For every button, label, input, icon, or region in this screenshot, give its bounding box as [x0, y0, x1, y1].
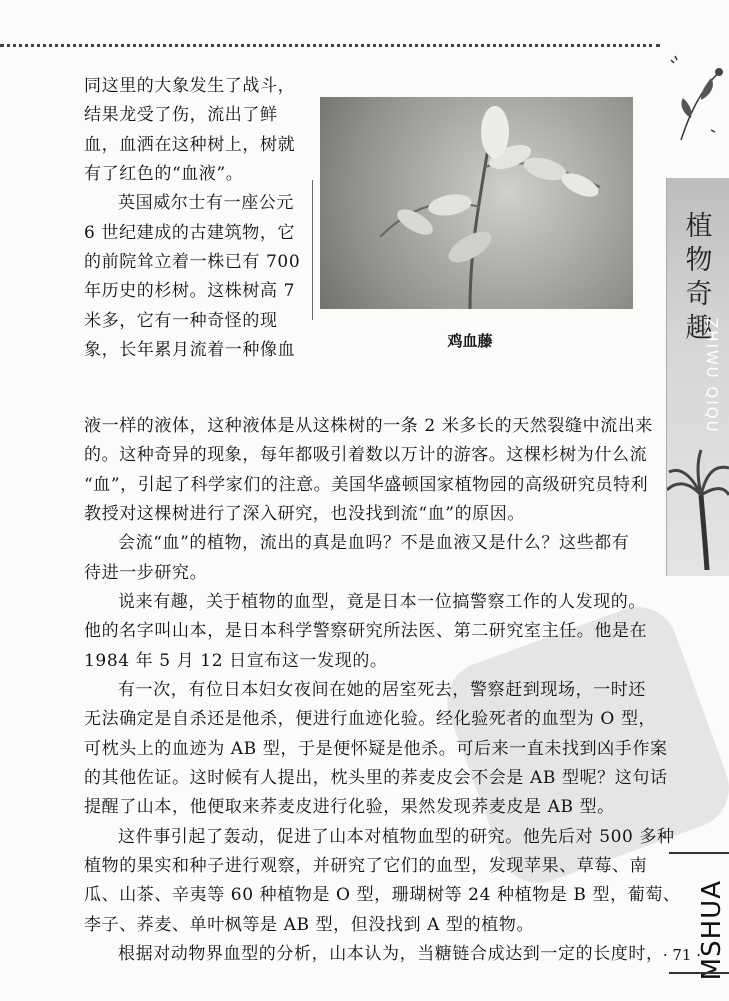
text-line: 英国威尔士有一座公元 [118, 193, 294, 213]
sidebar-title-char: 趣 [685, 313, 713, 344]
text-line: 可枕头上的血迹为 AB 型，于是便怀疑是他杀。可后来一直未找到凶手作案 [84, 739, 668, 759]
right-rule-bottom [669, 972, 729, 974]
text-line: 会流“血”的植物，流出的真是血吗？不是血液又是什么？这些都有 [118, 533, 630, 553]
brand-watermark: MSHUA [697, 880, 727, 981]
text-line: 米多，它有一种奇怪的现 [84, 311, 278, 331]
right-rule-top [669, 852, 729, 854]
text-line: “血”，引起了科学家们的注意。美国华盛顿国家植物园的高级研究员特利 [84, 475, 649, 495]
text-line: 象，长年累月流着一种像血 [84, 340, 296, 360]
text-line: 6 世纪建成的古建筑物，它 [84, 223, 296, 243]
text-line: 年历史的杉树。这株树高 7 [84, 281, 296, 301]
text-line: 无法确定是自杀还是他杀，便进行血迹化验。经化验死者的血型为 O 型， [84, 709, 657, 729]
flower-ornament-icon [661, 30, 729, 150]
sidebar-title-char: 植 [685, 211, 713, 242]
header-dotted-rule [0, 44, 660, 47]
sidebar-title-char: 物 [685, 245, 713, 276]
text-line: 有了红色的“血液”。 [84, 164, 244, 184]
text-line: 的前院耸立着一株已有 700 [84, 252, 301, 272]
text-line: 结果龙受了伤，流出了鲜 [84, 105, 278, 125]
text-line: 这件事引起了轰动，促进了山本对植物血型的研究。他先后对 500 多种 [118, 827, 675, 847]
text-line: 教授对这棵树进行了深入研究，也没找到流“血”的原因。 [84, 504, 525, 524]
text-line: 李子、荞麦、单叶枫等是 AB 型，但没找到 A 型的植物。 [84, 915, 535, 935]
text-line: 说来有趣，关于植物的血型，竟是日本一位搞警察工作的人发现的。 [118, 592, 646, 612]
figure-caption: 鸡血藤 [447, 332, 493, 350]
text-line: 有一次，有位日本妇女夜间在她的居室死去，警察赶到现场，一时还 [118, 680, 646, 700]
text-line: 的。这种奇异的现象，每年都吸引着数以万计的游客。这棵杉树为什么流 [84, 445, 648, 465]
text-line: 液一样的液体，这种液体是从这株树的一条 2 米多长的天然裂缝中流出来 [84, 416, 654, 436]
text-line: 1984 年 5 月 12 日宣布这一发现的。 [84, 651, 388, 671]
sidebar-pinyin: ZHIWU QIQU [703, 318, 721, 434]
figure-frame-line [312, 180, 321, 320]
leaf-illustration [320, 97, 633, 309]
text-line: 瓜、山茶、辛夷等 60 种植物是 O 型，珊瑚树等 24 种植物是 B 型，葡萄、 [84, 885, 681, 905]
text-line: 他的名字叫山本，是日本科学警察研究所法医、第二研究室主任。他是在 [84, 621, 648, 641]
text-line: 植物的果实和种子进行观察，并研究了它们的血型，发现苹果、草莓、南 [84, 856, 648, 876]
text-line: 同这里的大象发生了战斗， [84, 76, 296, 96]
plant-photo [320, 97, 633, 309]
text-line: 血，血洒在这种树上，树就 [84, 135, 296, 155]
text-line: 的其他佐证。这时候有人提出，枕头里的荞麦皮会不会是 AB 型呢？这句话 [84, 768, 668, 788]
sidebar-title-char: 奇 [685, 279, 713, 310]
text-line: 根据对动物界血型的分析，山本认为，当糖链合成达到一定的长度时， [118, 944, 664, 964]
page-number: · 71 · [662, 946, 701, 964]
palm-tree-icon [667, 440, 729, 570]
text-line: 待进一步研究。 [84, 563, 208, 583]
text-line: 提醒了山本，他便取来荞麦皮进行化验，果然发现荞麦皮是 AB 型。 [84, 797, 615, 817]
